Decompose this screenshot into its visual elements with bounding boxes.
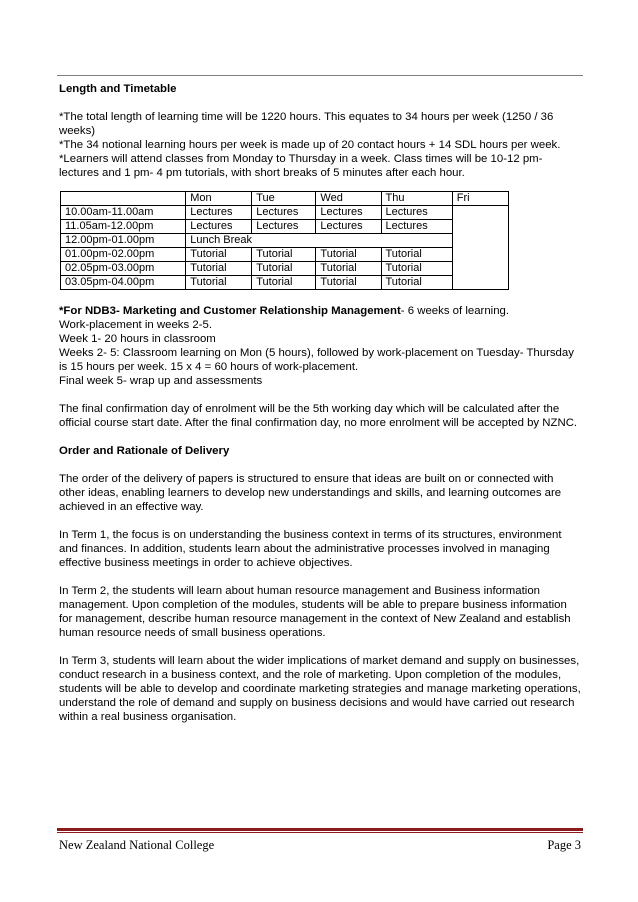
table-cell: Tutorial (316, 276, 381, 290)
time-cell: 03.05pm-04.00pm (61, 276, 186, 290)
fri-column-cell (452, 206, 508, 290)
confirmation-paragraph: The final confirmation day of enrolment will be the 5th working day which will be calculated after the official course start date. After the final confirmation day, no more enrolment will be accepted by NZNC. (59, 403, 578, 429)
table-row (61, 248, 509, 262)
time-cell: 11.05am-12.00pm (61, 220, 186, 234)
order-paragraph-term1: In Term 1, the focus is on understanding the business context in terms of its structures, environment and finances. In addition, students learn about the administrative processes involved in managing effective business meetings in order to achieve objectives. (59, 529, 562, 569)
time-cell: 01.00pm-02.00pm (61, 248, 186, 262)
table-cell: Tutorial (316, 248, 381, 262)
table-cell: Lectures (252, 220, 316, 234)
page-content (59, 82, 581, 724)
timetable-header-mon: Mon (186, 192, 252, 206)
table-cell: Lectures (186, 206, 252, 220)
time-cell: 10.00am-11.00am (61, 206, 186, 220)
ndb3-lead-bold: *For NDB3- Marketing and Customer Relationship Management (59, 305, 401, 317)
table-cell: Lectures (381, 206, 452, 220)
order-paragraph-term3: In Term 3, students will learn about the wider implications of market demand and supply on businesses, conduct research in a business context, and the role of marketing. Upon completion of the modules, students will be able to develop and coordinate marketing strategies and manage marketing operations, understand the role of demand and supply on business decisions and would have carried out research within a real business organisation. (59, 655, 581, 723)
footer-college-name: New Zealand National College (59, 838, 215, 852)
table-cell: Tutorial (381, 276, 452, 290)
footer-rule-thin (57, 832, 583, 833)
length-heading: Length and Timetable (59, 83, 177, 95)
timetable-header-fri: Fri (452, 192, 508, 206)
order-paragraph-1: The order of the delivery of papers is structured to ensure that ideas are built on or connected with other ideas, enabling learners to develop new understandings and skills, and learning outcomes are achieved in an effective way. (59, 473, 562, 513)
length-line-1: *The total length of learning time will be 1220 hours. This equates to 34 hours per week (1250 / 36 weeks) (59, 111, 554, 137)
table-cell: Lectures (381, 220, 452, 234)
length-line-3: *Learners will attend classes from Monday to Thursday in a week. Class times will be 10-12 pm- lectures and 1 pm- 4 pm tutorials, with short breaks of 5 minutes after each hour. (59, 153, 543, 179)
footer-rule (57, 828, 583, 831)
table-cell: Tutorial (186, 276, 252, 290)
ndb3-lead (59, 304, 581, 318)
timetable-header-wed: Wed (316, 192, 381, 206)
table-cell: Tutorial (252, 276, 316, 290)
time-cell: 12.00pm-01.00pm (61, 234, 186, 248)
table-cell: Lectures (316, 206, 381, 220)
order-heading: Order and Rationale of Delivery (59, 445, 230, 457)
order-paragraph-term2: In Term 2, the students will learn about human resource management and Business information management. Upon completion of the modules, students will be able to prepare business information for management, describe human resource management in the context of New Zealand and establish human resource needs of small business operations. (59, 585, 571, 639)
table-cell: Tutorial (316, 262, 381, 276)
table-cell: Lectures (316, 220, 381, 234)
table-cell: Tutorial (186, 248, 252, 262)
table-row (61, 234, 509, 248)
timetable-header-row (61, 192, 509, 206)
table-cell: Tutorial (186, 262, 252, 276)
table-cell: Tutorial (381, 262, 452, 276)
ndb3-line-4: Final week 5- wrap up and assessments (59, 375, 263, 387)
lunch-break-cell: Lunch Break (186, 234, 452, 248)
table-row (61, 276, 509, 290)
timetable (60, 191, 509, 290)
table-row (61, 220, 509, 234)
table-cell: Tutorial (252, 248, 316, 262)
length-line-2: *The 34 notional learning hours per week is made up of 20 contact hours + 14 SDL hours per week. (59, 139, 561, 151)
ndb3-line-2: Week 1- 20 hours in classroom (59, 333, 216, 345)
ndb3-line-1: Work-placement in weeks 2-5. (59, 319, 212, 331)
timetable-header-cell (61, 192, 186, 206)
timetable-header-tue: Tue (252, 192, 316, 206)
footer-page-number: Page 3 (547, 838, 581, 852)
header-rule (57, 75, 583, 76)
table-cell: Tutorial (381, 248, 452, 262)
table-row (61, 206, 509, 220)
ndb3-line-3: Weeks 2- 5: Classroom learning on Mon (5 hours), followed by work-placement on Tuesday- Thursday is 15 hours per week. 15 x 4 = 60 hours of work-placement. (59, 347, 574, 373)
table-cell: Tutorial (252, 262, 316, 276)
time-cell: 02.05pm-03.00pm (61, 262, 186, 276)
table-cell: Lectures (252, 206, 316, 220)
table-row (61, 262, 509, 276)
ndb3-lead-rest: - 6 weeks of learning. (400, 305, 510, 317)
timetable-header-thu: Thu (381, 192, 452, 206)
table-cell: Lectures (186, 220, 252, 234)
